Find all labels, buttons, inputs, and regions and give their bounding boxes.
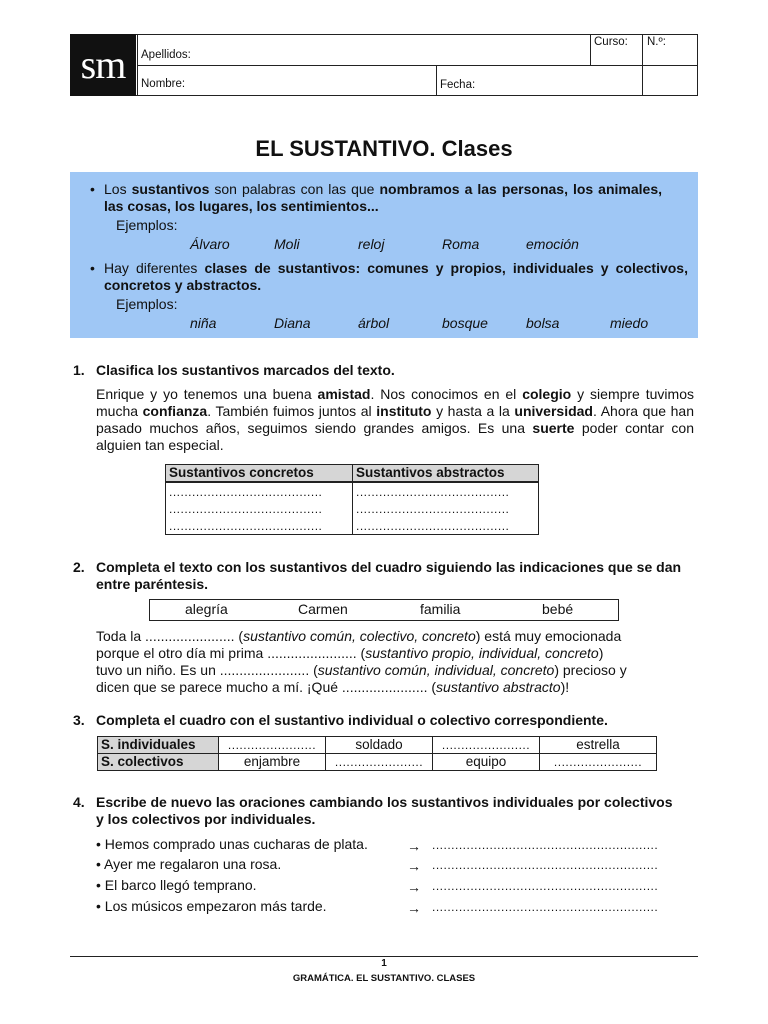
example-word: miedo [610, 315, 649, 331]
example-word: Moli [274, 236, 300, 252]
example-word: niña [190, 315, 217, 331]
answer-blank[interactable]: ....................... [433, 737, 540, 754]
exercise-2-title: Completa el texto con los sustantivos del cuadro siguiendo las indicaciones que se dan entre paréntesis. [96, 559, 682, 592]
info-box [70, 172, 698, 338]
exercise-2-line: porque el otro día mi prima ....................... (sustantivo propio, individual, concreto) [96, 645, 604, 661]
example-word: bosque [442, 315, 488, 331]
exercise-4-number: 4. [73, 794, 85, 810]
word-bank-item: bebé [542, 601, 574, 617]
sentence-item: • El barco llegó temprano. [96, 877, 257, 893]
answer-blank[interactable]: ....................... [540, 754, 657, 771]
bullet-2: • Hay diferentes clases de sustantivos: comunes y propios, individuales y colectivos, concretos y abstractos. [90, 260, 688, 293]
arrow-right-icon: → [407, 879, 421, 895]
answer-blank[interactable]: ....................... [326, 754, 433, 771]
arrow-right-icon: → [407, 838, 421, 854]
apellidos-label: Apellidos: [141, 49, 191, 61]
fecha-label: Fecha: [440, 79, 476, 91]
example-word: árbol [358, 315, 390, 331]
individual-collective-table [97, 736, 657, 771]
word-bank-item: familia [420, 601, 461, 617]
footer-rule [70, 956, 698, 957]
page-title: EL SUSTANTIVO. Clases [255, 136, 513, 161]
example-word: Roma [442, 236, 480, 252]
bullet-1: • Los sustantivos son palabras con las que nombramos a las personas, los animales, las cosas, los lugares, los sentimientos... [90, 181, 662, 214]
word-bank-box [149, 599, 619, 621]
exercise-3-title: Completa el cuadro con el sustantivo individual o colectivo correspondiente. [96, 712, 608, 728]
exercise-3-number: 3. [73, 712, 85, 728]
footer-label: GRAMÁTICA. EL SUSTANTIVO. CLASES [292, 973, 476, 984]
classification-table [165, 464, 539, 535]
exercise-4-title: Escribe de nuevo las oraciones cambiando los sustantivos individuales por colectivos y los colectivos por individuales. [96, 794, 673, 827]
exercise-2-number: 2. [73, 559, 85, 575]
sentence-item: • Hemos comprado unas cucharas de plata. [96, 836, 368, 852]
nombre-label: Nombre: [141, 78, 186, 90]
column-header: Sustantivos abstractos [353, 465, 539, 483]
answer-blank[interactable]: ........................................................... [432, 879, 659, 893]
exercise-1-number: 1. [73, 362, 85, 378]
table-cell: equipo [433, 754, 540, 771]
example-word: emoción [526, 236, 579, 252]
row-header: S. colectivos [98, 754, 219, 771]
column-header: Sustantivos concretos [166, 465, 353, 483]
ejemplos-label-1: Ejemplos: [116, 217, 178, 233]
sentence-item: • Los músicos empezaron más tarde. [96, 898, 327, 914]
exercise-1-text: Enrique y yo tenemos una buena amistad. Nos conocimos en el colegio y siempre tuvimos mucha confianza. También fuimos juntos al instituto y hasta a la universidad. Ahora que han pasado muchos años, seguimos siendo grandes amigos. Es una suerte poder contar con alguien tan especial. [96, 386, 694, 453]
arrow-right-icon: → [407, 858, 421, 874]
arrow-right-icon: → [407, 900, 421, 916]
example-word: reloj [358, 236, 385, 252]
answer-blank[interactable]: ....................... [219, 737, 326, 754]
publisher-logo: sm [70, 34, 136, 96]
example-word: bolsa [526, 315, 560, 331]
answer-blank[interactable]: ........................................................... [432, 900, 659, 914]
table-cell: estrella [540, 737, 657, 754]
answer-blank[interactable]: ........................................................... [432, 858, 659, 872]
row-header: S. individuales [98, 737, 219, 754]
table-cell: soldado [326, 737, 433, 754]
exercise-2-line: dicen que se parece mucho a mí. ¡Qué ...................... (sustantivo abstracto)! [96, 679, 570, 695]
word-bank-item: Carmen [298, 601, 348, 617]
exercise-1-title: Clasifica los sustantivos marcados del texto. [96, 362, 395, 378]
ejemplos-label-2: Ejemplos: [116, 296, 178, 312]
student-header-box [70, 34, 698, 96]
answer-blank[interactable]: ........................................ [166, 500, 353, 517]
answer-blank[interactable]: ........................................ [166, 482, 353, 500]
page-number: 1 [381, 958, 387, 969]
answer-blank[interactable]: ........................................ [353, 482, 539, 500]
example-word: Álvaro [190, 236, 230, 252]
curso-label: Curso: [594, 36, 628, 48]
example-word: Diana [274, 315, 311, 331]
exercise-2-line: Toda la ....................... (sustantivo común, colectivo, concreto) está muy emocionada [96, 628, 622, 644]
numero-label: N.º: [647, 36, 666, 48]
word-bank-item: alegría [185, 601, 228, 617]
sentence-item: • Ayer me regalaron una rosa. [96, 856, 282, 872]
answer-blank[interactable]: ........................................ [166, 517, 353, 535]
answer-blank[interactable]: ........................................ [353, 517, 539, 535]
answer-blank[interactable]: ........................................ [353, 500, 539, 517]
table-cell: enjambre [219, 754, 326, 771]
exercise-2-line: tuvo un niño. Es un ....................... (sustantivo común, individual, concreto) precioso y [96, 662, 627, 678]
answer-blank[interactable]: ........................................................... [432, 838, 659, 852]
